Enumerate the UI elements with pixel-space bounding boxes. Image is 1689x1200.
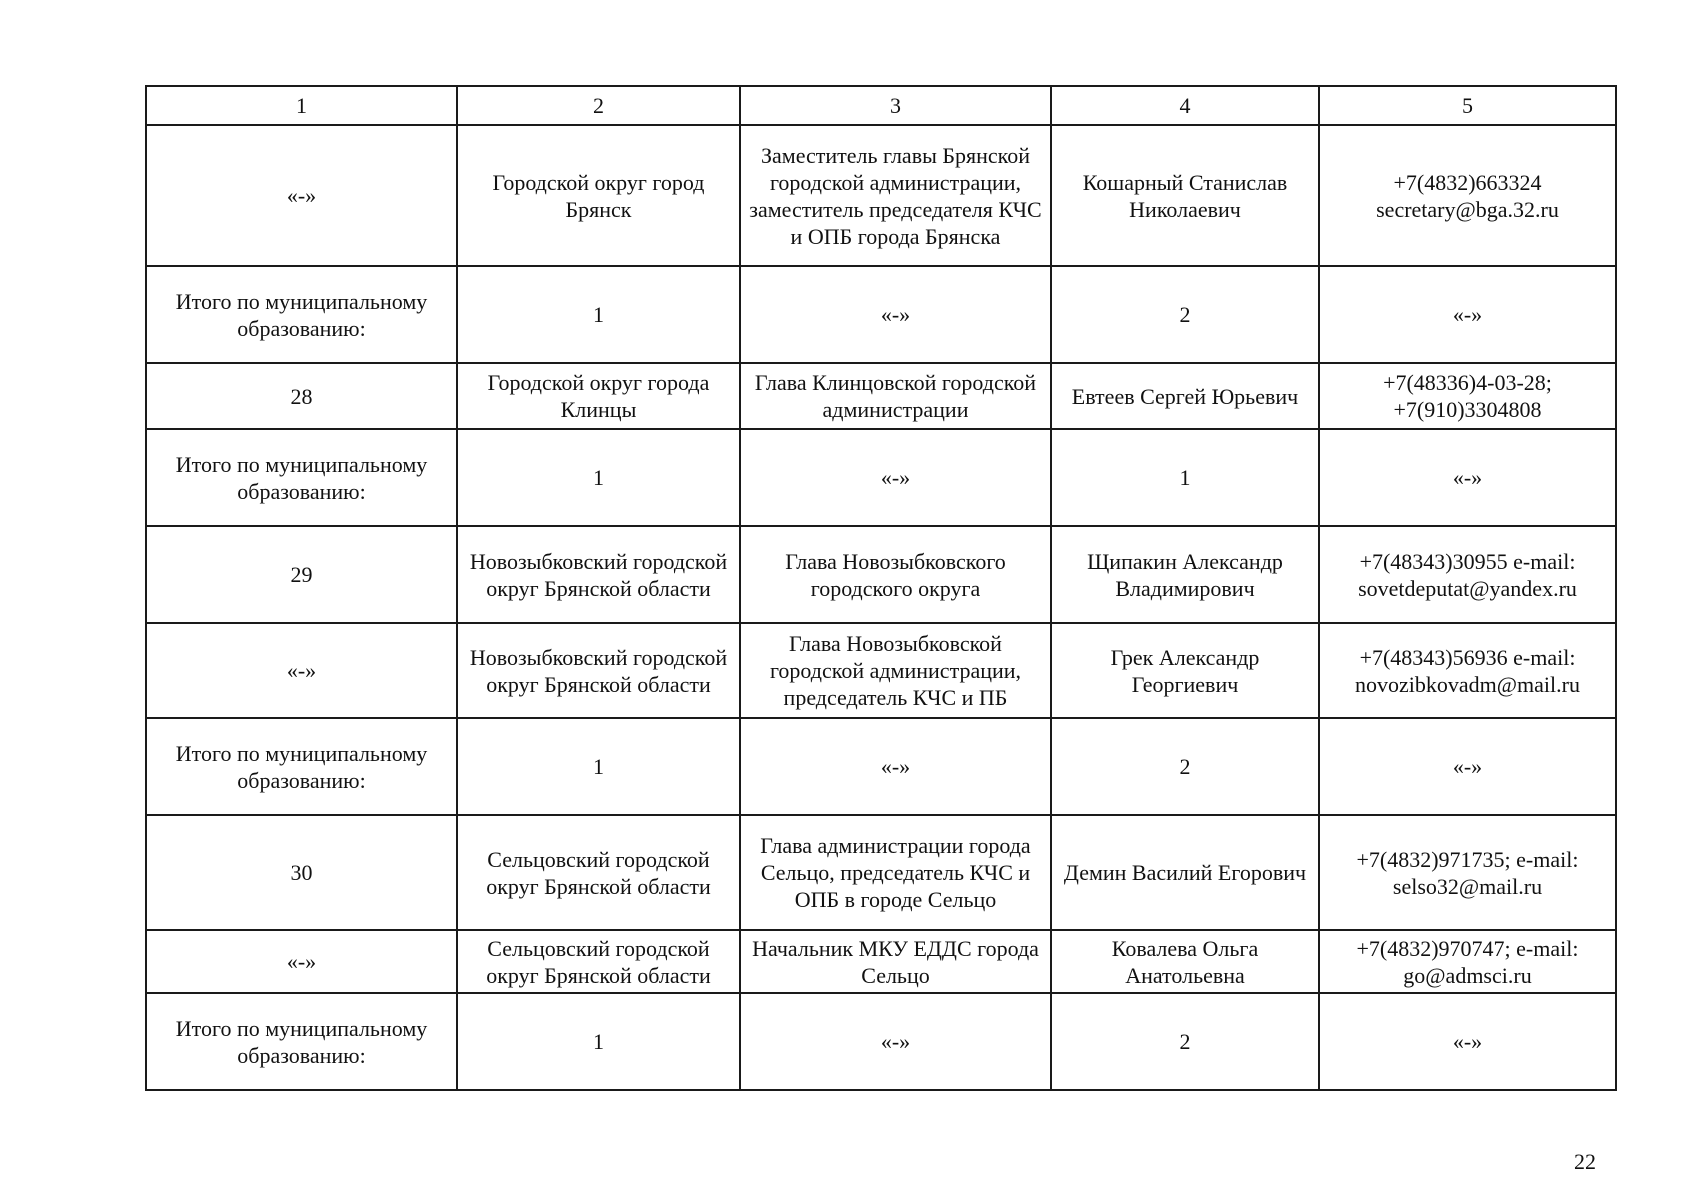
contact-line: +7(48343)56936 e-mail: <box>1359 644 1576 670</box>
table-row <box>146 623 1616 718</box>
cell-col-2: 1 <box>457 718 740 815</box>
cell-col-1: 28 <box>146 363 457 429</box>
cell-col-3: Начальник МКУ ЕДДС города Сельцо <box>740 930 1051 993</box>
cell-col-2: Новозыбковский городской округ Брянской области <box>457 526 740 623</box>
cell-col-4: Евтеев Сергей Юрьевич <box>1051 363 1319 429</box>
cell-col-2: Сельцовский городской округ Брянской области <box>457 930 740 993</box>
total-row <box>146 266 1616 363</box>
cell-col-3: Глава Новозыбковского городского округа <box>740 526 1051 623</box>
cell-col-4: 2 <box>1051 718 1319 815</box>
contact-line: sovetdeputat@yandex.ru <box>1358 575 1577 601</box>
contact-line: +7(48336)4-03-28; <box>1383 370 1552 395</box>
column-number: 2 <box>457 86 740 125</box>
cell-col-2: 1 <box>457 993 740 1090</box>
cell-col-5 <box>1319 993 1616 1090</box>
contact-line: +7(4832)970747; e-mail: <box>1356 935 1579 961</box>
cell-col-2: 1 <box>457 429 740 526</box>
cell-col-3: «-» <box>740 266 1051 363</box>
cell-col-5 <box>1319 623 1616 718</box>
cell-col-5 <box>1319 266 1616 363</box>
column-number: 5 <box>1319 86 1616 125</box>
cell-col-5 <box>1319 815 1616 930</box>
cell-col-3: Глава Клинцовской городской администрации <box>740 363 1051 429</box>
cell-col-5 <box>1319 363 1616 429</box>
cell-col-4: 2 <box>1051 266 1319 363</box>
cell-col-5 <box>1319 930 1616 993</box>
cell-col-4: Щипакин Александр Владимирович <box>1051 526 1319 623</box>
cell-col-1: Итого по муниципальному образованию: <box>146 993 457 1090</box>
total-row <box>146 993 1616 1090</box>
cell-col-1: «-» <box>146 623 457 718</box>
cell-col-2: Сельцовский городской округ Брянской области <box>457 815 740 930</box>
cell-col-3: Заместитель главы Брянской городской администрации, заместитель председателя КЧС и ОПБ города Брянска <box>740 125 1051 266</box>
cell-col-4: Ковалева Ольга Анатольевна <box>1051 930 1319 993</box>
contact-line: go@admsci.ru <box>1403 962 1532 988</box>
cell-col-5 <box>1319 526 1616 623</box>
table-row <box>146 363 1616 429</box>
contact-line: «-» <box>1452 302 1483 327</box>
table-row <box>146 125 1616 266</box>
cell-col-3: Глава Новозыбковской городской администрации, председатель КЧС и ПБ <box>740 623 1051 718</box>
table-row <box>146 930 1616 993</box>
contact-line: «-» <box>1452 754 1483 779</box>
cell-col-4: 2 <box>1051 993 1319 1090</box>
column-number-row <box>146 86 1616 125</box>
cell-col-1: Итого по муниципальному образованию: <box>146 718 457 815</box>
contact-line: +7(4832)971735; e-mail: <box>1356 846 1579 872</box>
cell-col-1: 29 <box>146 526 457 623</box>
contact-line: selso32@mail.ru <box>1392 873 1543 899</box>
column-number: 1 <box>146 86 457 125</box>
cell-col-1: 30 <box>146 815 457 930</box>
cell-col-5 <box>1319 125 1616 266</box>
cell-col-1: Итого по муниципальному образованию: <box>146 429 457 526</box>
table-body <box>146 86 1616 1090</box>
total-row <box>146 718 1616 815</box>
cell-col-3: Глава администрации города Сельцо, председатель КЧС и ОПБ в городе Сельцо <box>740 815 1051 930</box>
cell-col-3: «-» <box>740 993 1051 1090</box>
total-row <box>146 429 1616 526</box>
contact-line: «-» <box>1452 1029 1483 1054</box>
cell-col-5 <box>1319 429 1616 526</box>
column-number: 4 <box>1051 86 1319 125</box>
contacts-table <box>145 85 1617 1091</box>
contact-line: novozibkovadm@mail.ru <box>1355 671 1580 697</box>
cell-col-1: «-» <box>146 930 457 993</box>
cell-col-1: «-» <box>146 125 457 266</box>
cell-col-2: Городской округ города Клинцы <box>457 363 740 429</box>
contact-line: «-» <box>1452 465 1483 490</box>
contact-line: secretary@bga.32.ru <box>1376 196 1559 222</box>
table-row <box>146 526 1616 623</box>
cell-col-5 <box>1319 718 1616 815</box>
contact-line: +7(910)3304808 <box>1393 397 1542 422</box>
column-number: 3 <box>740 86 1051 125</box>
cell-col-2: Новозыбковский городской округ Брянской области <box>457 623 740 718</box>
cell-col-4: 1 <box>1051 429 1319 526</box>
cell-col-3: «-» <box>740 718 1051 815</box>
contact-line: +7(4832)663324 <box>1393 169 1542 195</box>
cell-col-1: Итого по муниципальному образованию: <box>146 266 457 363</box>
cell-col-4: Демин Василий Егорович <box>1051 815 1319 930</box>
cell-col-4: Грек Александр Георгиевич <box>1051 623 1319 718</box>
contact-line: +7(48343)30955 e-mail: <box>1359 548 1576 574</box>
table-row <box>146 815 1616 930</box>
cell-col-2: Городской округ город Брянск <box>457 125 740 266</box>
page-number: 22 <box>1574 1149 1596 1174</box>
cell-col-4: Кошарный Станислав Николаевич <box>1051 125 1319 266</box>
cell-col-2: 1 <box>457 266 740 363</box>
cell-col-3: «-» <box>740 429 1051 526</box>
